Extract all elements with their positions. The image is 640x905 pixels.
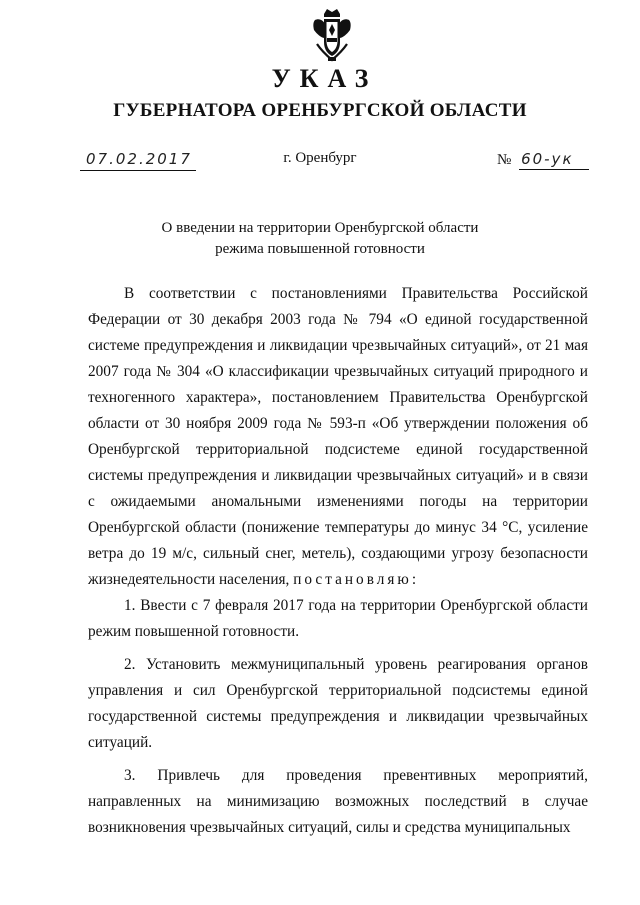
date-underline [80,170,196,171]
decree-item: 3. Привлечь для проведения превентивных мероприятий, направленных на минимизацию возможных последствий в случае возникновения чрезвычайных ситуаций, силы и средства муниципальных [88,767,588,836]
subject-line: О введении на территории Оренбургской области [161,220,479,236]
decree-item: 1. Ввести с 7 февраля 2017 года на территории Оренбургской области режим повышенной готовности. [88,597,588,640]
number-sign: № [497,152,512,168]
handwritten-number: 60-ук [521,150,574,168]
preamble-text: В соответствии с постановлениями Правительства Российской Федерации от 30 декабря 2003 года № 794 «О единой государственной системе предупреждения и ликвидации чрезвычайных ситуаций», от 21 мая 2007 года № 304 «О классификации чрезвычайных ситуаций природного и техногенного характера», постановлением Правительства Оренбургской области от 30 ноября 2009 года № 593-п «Об утверждении положения об Оренбургской территориальной подсистеме единой государственной системы предупреждения и ликвидации чрезвычайных ситуаций» и в связи с ожидаемыми аномальными изменениями погоды на территории Оренбургской области (понижение температуры до минус 34 °С, усиление ветра до 19 м/с, сильный снег, метель), создающими угрозу безопасности жизнедеятельности населения, [88,285,588,588]
decree-subject [0,218,640,260]
decree-word: постановляю: [293,571,420,588]
subject-line: режима повышенной готовности [215,241,425,257]
coat-of-arms-icon [311,8,353,62]
decree-city: г. Оренбург [283,150,357,166]
number-underline [519,169,589,170]
decree-body [88,281,588,841]
document-issuer: ГУБЕРНАТОРА ОРЕНБУРГСКОЙ ОБЛАСТИ [113,100,527,121]
decree-number [497,150,574,169]
document-title: УКАЗ [271,64,378,93]
preamble-paragraph [88,281,588,593]
decree-item: 2. Установить межмуниципальный уровень реагирования органов управления и сил Оренбургской территориальной подсистемы единой государственной системы предупреждения и ликвидации чрезвычайных ситуаций. [88,656,588,751]
handwritten-date: 07.02.2017 [86,150,192,168]
